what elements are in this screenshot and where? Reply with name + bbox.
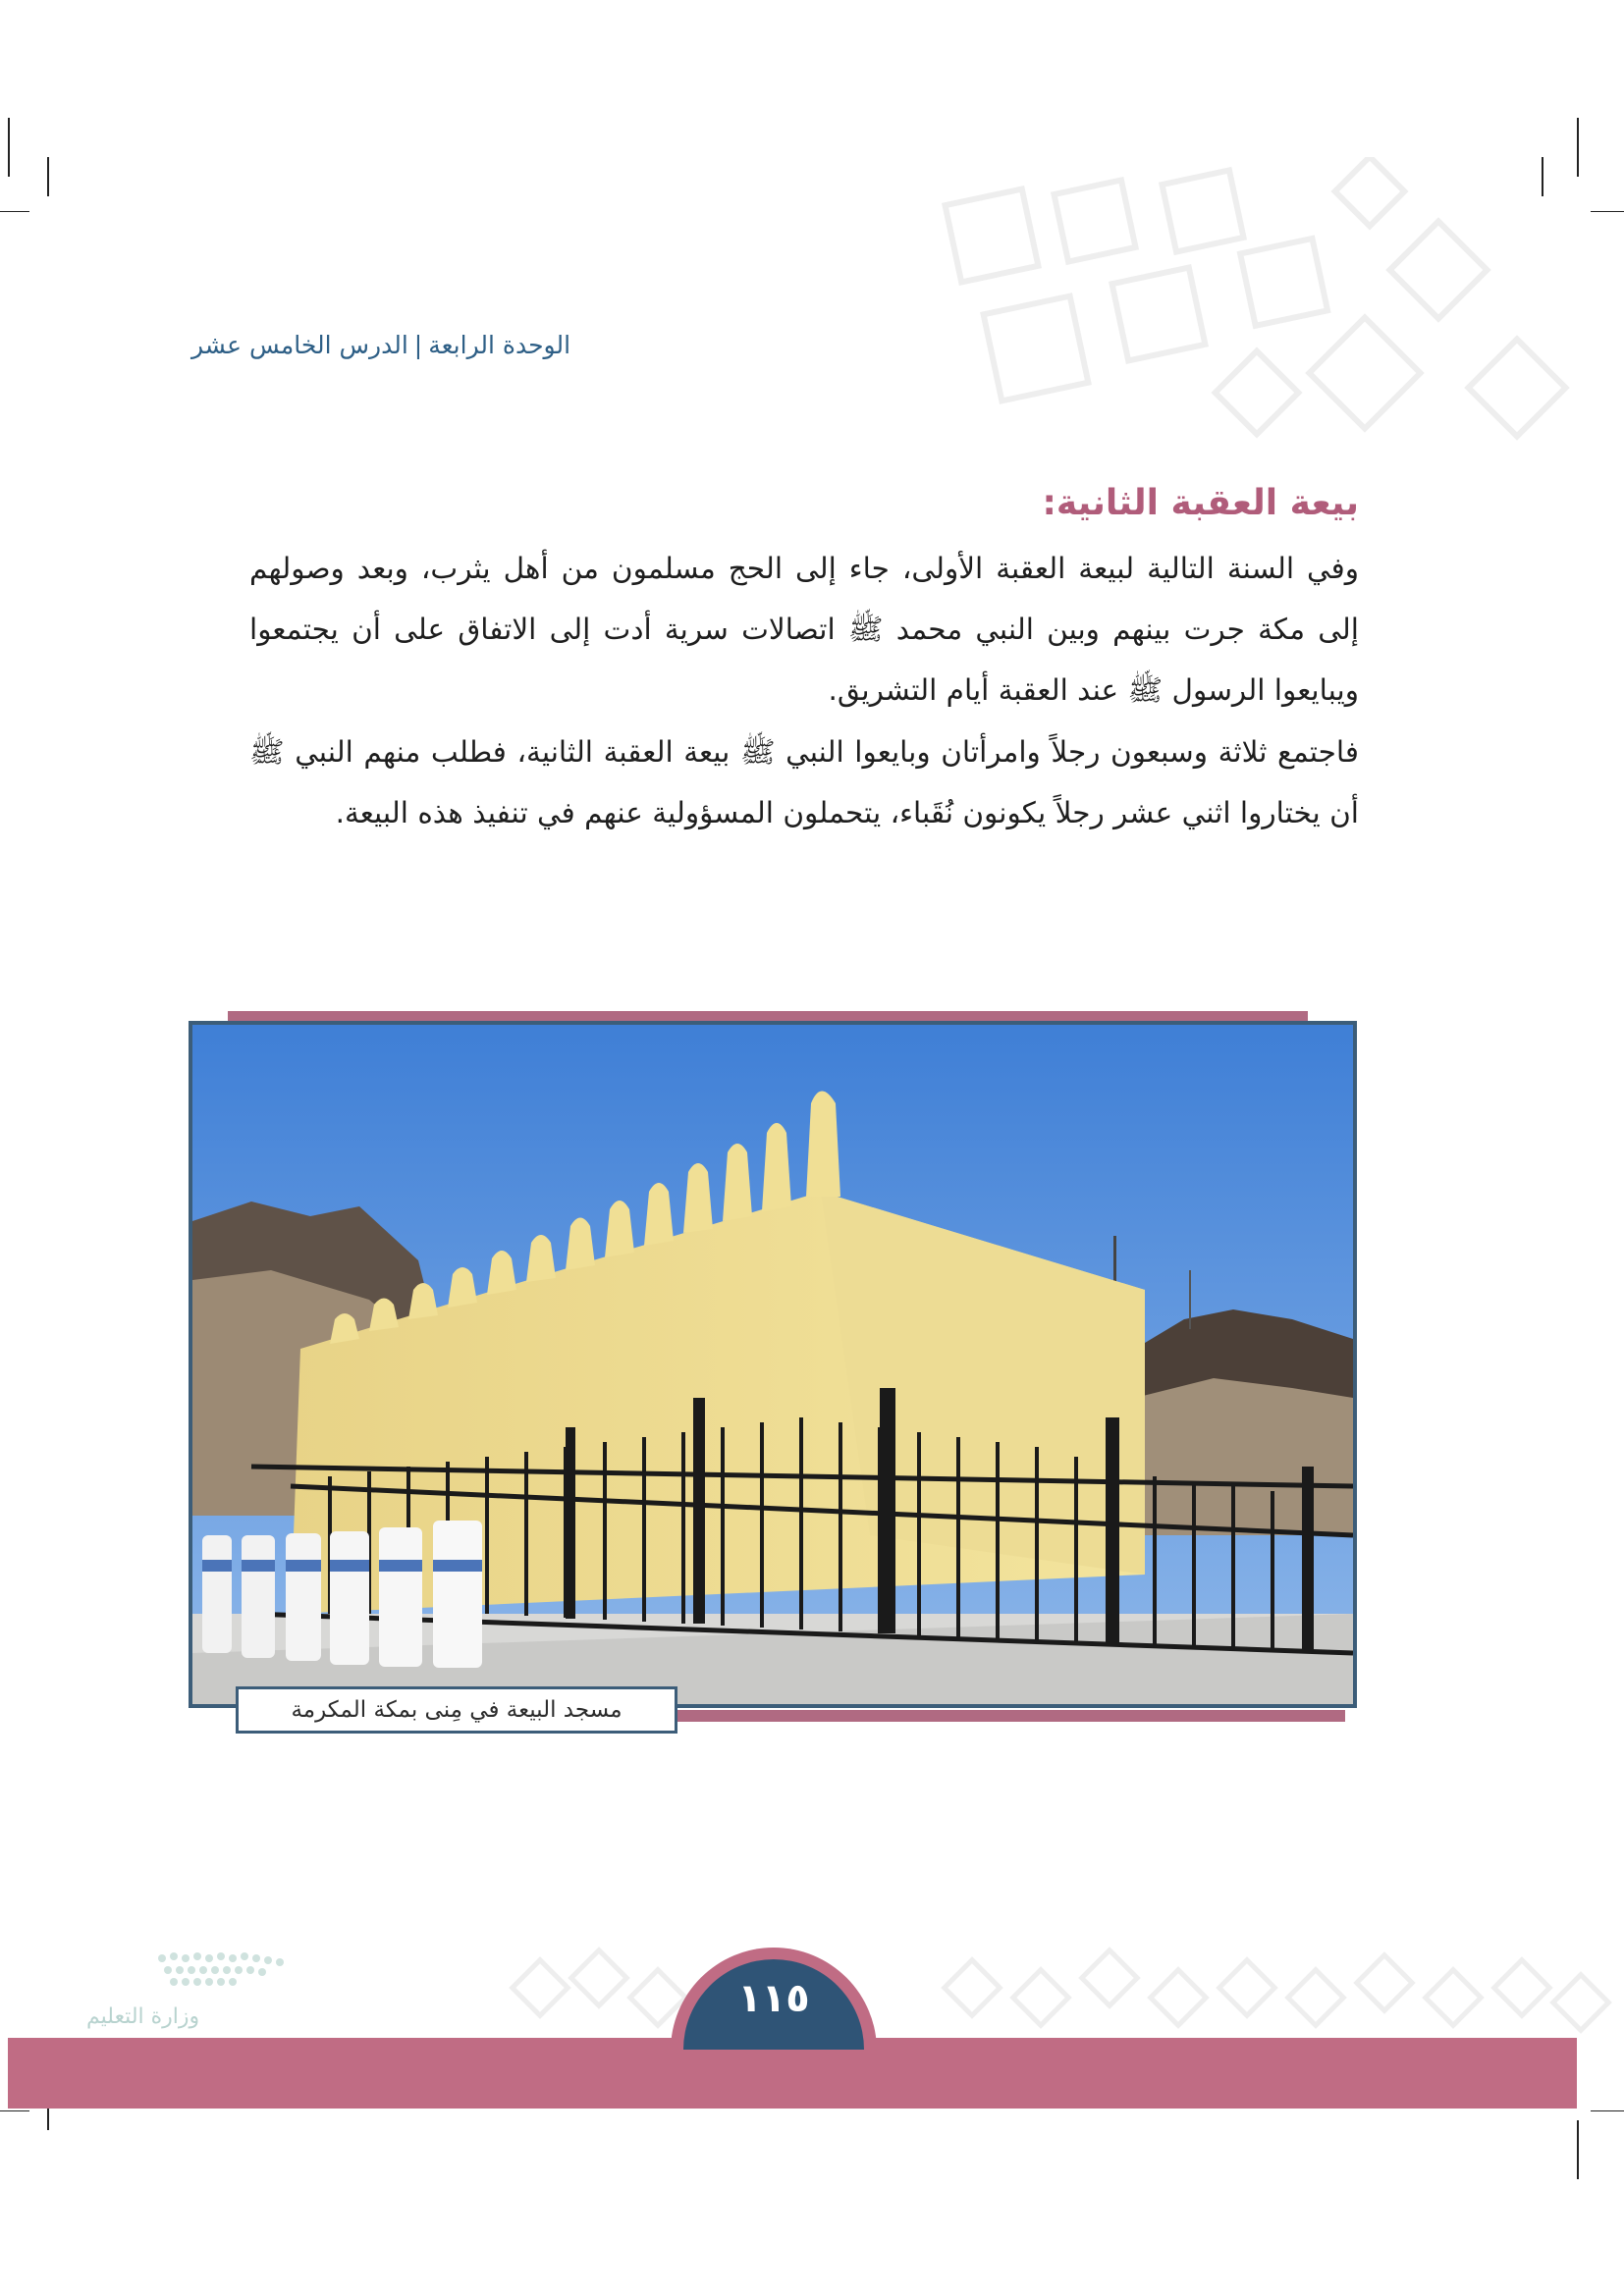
lesson-label: الدرس الخامس عشر [191,331,408,359]
crop-mark [0,2110,29,2111]
crop-mark [8,118,10,177]
footer-decorative-pattern [491,1939,1620,2037]
photo-accent-bar [677,1710,1345,1722]
mosque-photo [189,1021,1357,1708]
crop-mark [0,211,29,212]
page-number: ١١٥ [683,1959,864,2050]
unit-label: الوحدة الرابعة [428,331,571,359]
unit-lesson-header [191,331,614,359]
ministry-name: وزارة التعليم [86,2004,200,2029]
paragraph: فاجتمع ثلاثة وسبعون رجلاً وامرأتان وبايعوا النبي ﷺ بيعة العقبة الثانية، فطلب منهم النبي ﷺ أن يختاروا اثني عشر رجلاً يكونون نُقَباء، يتحملون المسؤولية عنهم في تنفيذ هذه البيعة. [249,735,1359,829]
header-separator: | [413,331,423,359]
decorative-pattern [933,157,1600,481]
section-title: بيعة العقبة الثانية: [1042,483,1359,523]
crop-mark [47,157,49,196]
crop-mark [1591,2110,1624,2111]
paragraph: وفي السنة التالية لبيعة العقبة الأولى، جاء إلى الحج مسلمون من أهل يثرب، وبعد وصولهم إلى مكة جرت بينهم وبين النبي محمد ﷺ اتصالات سرية أدت إلى الاتفاق على أن يجتمعوا ويبايعوا الرسول ﷺ عند العقبة أيام التشريق. [249,552,1359,707]
crop-mark [1577,2120,1579,2179]
photo-caption: مسجد البيعة في مِنى بمكة المكرمة [236,1686,677,1734]
mosque-illustration [192,1025,1353,1704]
